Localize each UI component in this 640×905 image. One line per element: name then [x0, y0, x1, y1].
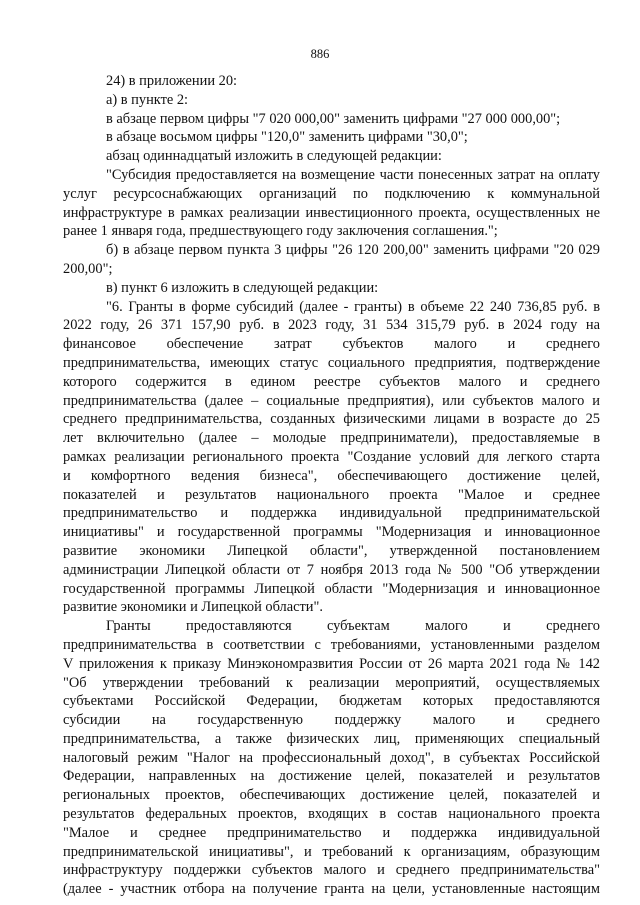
text-line: предпринимательства, имеющих статус социального предприятия, подтверждение [63, 354, 600, 371]
text-line: предпринимательства в соответствии с требованиями, установленными разделом [63, 636, 600, 653]
text-line: "Об утверждении требований к реализации мероприятий, осуществляемых [63, 674, 600, 691]
text-line: среднего предпринимательства, созданных физическими лицами в возрасте до 25 [63, 411, 600, 428]
paragraph-subitem-b: б) в абзаце первом пункта 3 цифры "26 120 200,00" заменить цифрами "20 029 200,00"; [63, 242, 600, 277]
page-number: 886 [310, 47, 330, 61]
paragraph-amend-eleventh: абзац одиннадцатый изложить в следующей редакции: [106, 148, 442, 165]
text-line: (далее - участник отбора на получение гранта на цели, установленные настоящим [63, 881, 600, 898]
text-line: лет включительно (далее – молодые предприниматели), предоставляемые в [63, 430, 600, 447]
text-line: предпринимательства, а также физических лиц, применяющих специальный [63, 730, 600, 747]
text-line: 2022 году, 26 371 157,90 руб. в 2023 году, 31 534 315,79 руб. в 2024 году на [63, 317, 600, 334]
paragraph-amend-eighth: в абзаце восьмом цифры "120,0" заменить цифрами "30,0"; [106, 129, 468, 146]
text-line: развитие экономики Липецкой области", утвержденной постановлением [63, 542, 600, 559]
paragraph-subsidy-text: "Субсидия предоставляется на возмещение части понесенных затрат на оплату услуг ресурсоснабжающих организаций по подключению к коммунальной инфраструктуре в рамках реализации инвестиционного проекта, осуществленных не ранее 1 января года, предшествующего году заключения соглашения."; [63, 166, 600, 240]
paragraph-subitem-a: а) в пункте 2: [106, 91, 189, 108]
text-line: и комфортного ведения бизнеса", обеспечивающего достижение целей, [63, 467, 600, 484]
text-line: предпринимательство и поддержка индивидуальной предпринимательской [63, 505, 600, 522]
paragraph-grants-requirements [63, 617, 600, 899]
text-line: показателей и результатов национального проекта "Малое и среднее [63, 486, 600, 503]
text-line: развитие экономики и Липецкой области". [63, 599, 323, 616]
paragraph-amend-first: в абзаце первом цифры "7 020 000,00" заменить цифрами "27 000 000,00"; [106, 110, 561, 127]
text-line: Федерации, направленных на достижение целей, показателей и результатов [63, 768, 600, 785]
text-line: администрации Липецкой области от 7 ноября 2013 года № 500 "Об утверждении [63, 561, 600, 578]
text-line: V приложения к приказу Минэкономразвития России от 26 марта 2021 года № 142 [63, 655, 600, 672]
text-line: финансовое обеспечение затрат субъектов малого и среднего [63, 336, 600, 353]
paragraph-item-24: 24) в приложении 20: [106, 73, 238, 89]
text-line: "6. Гранты в форме субсидий (далее - гранты) в объеме 22 240 736,85 руб. в [106, 298, 600, 315]
text-line: региональных проектов, обеспечивающих достижение целей, показателей и [63, 787, 600, 804]
text-line: инфраструктуру поддержки субъектов малого и среднего предпринимательства" [63, 862, 600, 879]
paragraph-grant-text [63, 298, 600, 618]
text-line: рамках реализации регионального проекта "Создание условий для легкого старта [63, 448, 600, 465]
text-line: которого содержится в едином реестре субъектов малого и среднего [63, 373, 600, 390]
text-line: инициативы" и государственной программы "Модернизация и инновационное [63, 524, 600, 541]
text-line: Гранты предоставляются субъектам малого и среднего [106, 618, 600, 635]
text-line: налоговый режим "Налог на профессиональный доход", в субъектах Российской [63, 749, 600, 766]
paragraph-subitem-v: в) пункт 6 изложить в следующей редакции: [106, 279, 379, 296]
text-line: предпринимательской инициативы", и требований к организациям, образующим [63, 843, 600, 860]
text-line: "Малое и среднее предпринимательство и поддержка индивидуальной [63, 824, 600, 841]
text-line: субъектами Российской Федерации, бюджетам которых предоставляются [63, 693, 600, 710]
text-line: результатов федеральных проектов, входящих в состав национального проекта [63, 806, 600, 823]
text-line: предпринимательства (далее – социальные предприятия), или субъектов малого и [63, 392, 600, 409]
document-body [63, 72, 600, 899]
text-line: государственной программы Липецкой области "Модернизация и инновационное [63, 580, 600, 597]
text-line: субсидии на государственную поддержку малого и среднего [63, 712, 600, 729]
